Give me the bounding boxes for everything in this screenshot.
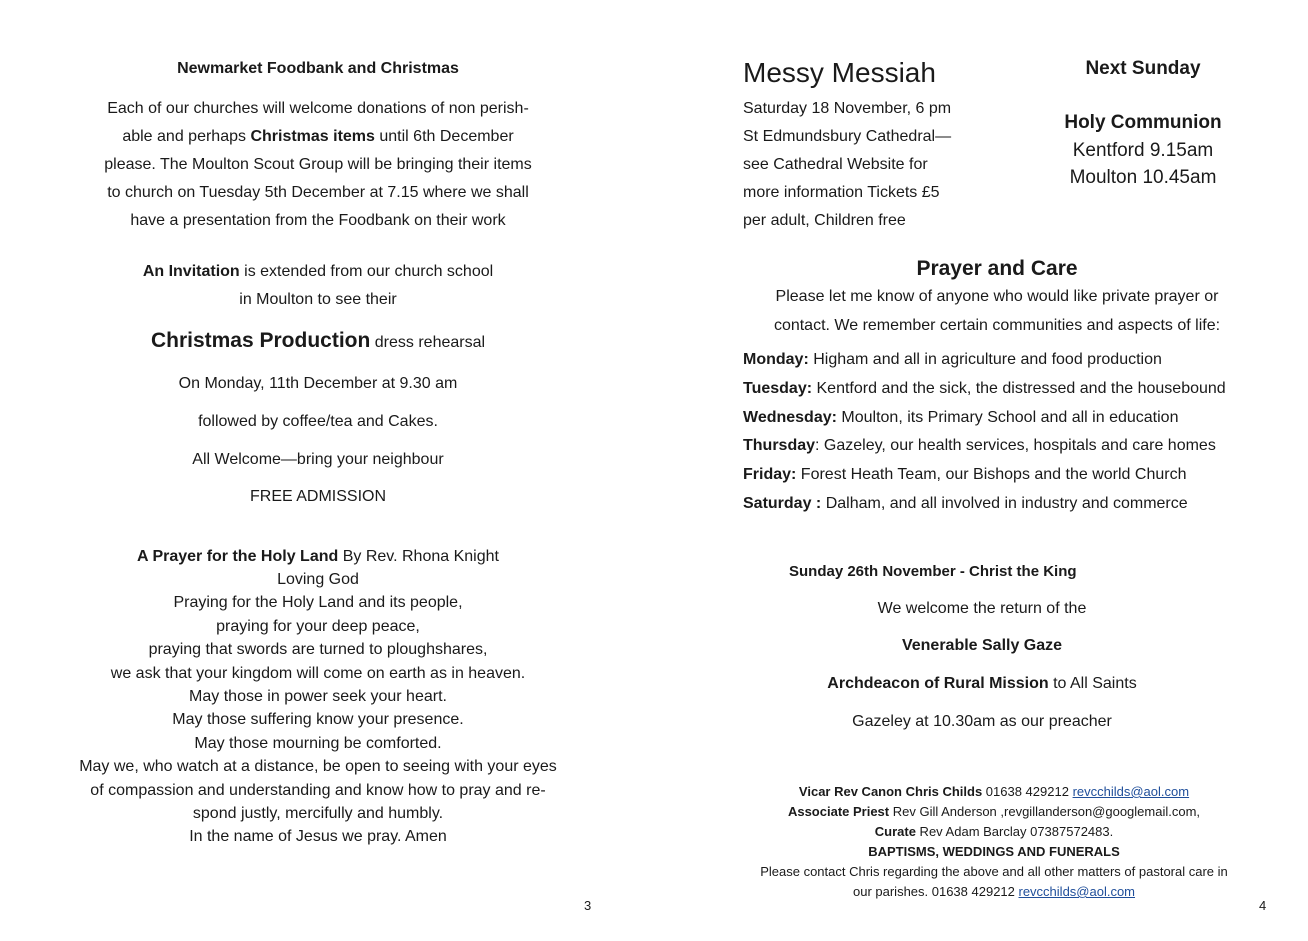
- moulton-time: Moulton 10.45am: [1069, 167, 1217, 188]
- contact-email-link[interactable]: revcchilds@aol.com: [1018, 884, 1136, 899]
- prayer-line: May we, who watch at a distance, be open to seeing with your eyes: [79, 758, 557, 776]
- preacher-name: Venerable Sally Gaze: [901, 637, 1063, 654]
- invitation-line: An Invitation is extended from our church school: [142, 263, 494, 280]
- production-date: On Monday, 11th December at 9.30 am: [178, 375, 458, 392]
- vicar-email-link[interactable]: revcchilds@aol.com: [1072, 784, 1190, 799]
- prayer-days-list: [743, 346, 1226, 519]
- foodbank-text: [0, 95, 636, 235]
- production-coffee: followed by coffee/tea and Cakes.: [198, 413, 438, 430]
- messy-line: per adult, Children free: [743, 212, 906, 229]
- messy-messiah-title: Messy Messiah: [743, 57, 936, 88]
- messy-line: more information Tickets £5: [743, 184, 940, 201]
- sunday-26-time: Gazeley at 10.30am as our preacher: [852, 713, 1112, 730]
- messy-line: see Cathedral Website for: [743, 156, 928, 173]
- curate-contact: Curate Rev Adam Barclay 07387572483.: [874, 824, 1114, 839]
- pastoral-care-text: our parishes. 01638 429212 revcchilds@aol.com: [852, 884, 1136, 899]
- foodbank-line: Each of our churches will welcome donations of non perish-: [107, 100, 529, 117]
- prayer-care-heading: Prayer and Care: [916, 257, 1078, 280]
- clergy-contacts: [716, 782, 1272, 902]
- page-number-right: 4: [1259, 898, 1267, 913]
- prayer-line: of compassion and understanding and know how to pray and re-: [90, 781, 546, 799]
- production-welcome: All Welcome—bring your neighbour: [192, 451, 444, 468]
- prayer-line: Praying for the Holy Land and its people,: [173, 594, 463, 612]
- prayer-day-item: Tuesday: Kentford and the sick, the distressed and the housebound: [743, 379, 1226, 397]
- prayer-day-item: Thursday: Gazeley, our health services, hospitals and care homes: [743, 437, 1216, 455]
- vicar-contact: Vicar Rev Canon Chris Childs 01638 429212 revcchilds@aol.com: [798, 784, 1190, 799]
- prayer-line: we ask that your kingdom will come on earth as in heaven.: [110, 664, 526, 682]
- messy-line: St Edmundsbury Cathedral—: [743, 128, 952, 145]
- prayer-line: praying that swords are turned to ploughshares,: [148, 641, 488, 659]
- prayer-line: spond justly, mercifully and humbly.: [192, 805, 444, 823]
- prayer-line: May those in power seek your heart.: [189, 688, 447, 706]
- christmas-production-line: Christmas Production dress rehearsal: [150, 329, 486, 352]
- prayer-day-item: Friday: Forest Heath Team, our Bishops and the world Church: [743, 466, 1187, 484]
- prayer-care-intro: Please let me know of anyone who would like private prayer or: [775, 288, 1219, 305]
- prayer-line: In the name of Jesus we pray. Amen: [189, 828, 447, 846]
- pastoral-care-text: Please contact Chris regarding the above and all other matters of pastoral care in: [760, 864, 1228, 879]
- christmas-items-text: Christmas items: [250, 128, 375, 145]
- prayer-line: May those suffering know your presence.: [172, 711, 464, 729]
- kentford-time: Kentford 9.15am: [1072, 140, 1214, 161]
- prayer-care-intro: contact. We remember certain communities and aspects of life:: [773, 317, 1221, 334]
- sunday-26-heading: Sunday 26th November - Christ the King: [789, 563, 1077, 580]
- messy-line: Saturday 18 November, 6 pm: [743, 100, 952, 117]
- foodbank-line: have a presentation from the Foodbank on their work: [130, 212, 506, 229]
- free-admission: FREE ADMISSION: [249, 488, 387, 505]
- foodbank-line: able and perhaps Christmas items until 6th December: [122, 128, 514, 145]
- preacher-role: Archdeacon of Rural Mission to All Saints: [827, 675, 1137, 692]
- associate-priest-contact: Associate Priest Rev Gill Anderson ,revgillanderson@googlemail.com,: [787, 804, 1201, 819]
- prayer-line: May those mourning be comforted.: [194, 734, 442, 752]
- holy-land-prayer: [0, 568, 636, 849]
- next-sunday-heading: Next Sunday: [1085, 58, 1201, 79]
- invitation-label: An Invitation: [142, 263, 240, 280]
- page-number-left: 3: [584, 898, 592, 913]
- holy-land-prayer-title: A Prayer for the Holy Land By Rev. Rhona Knight: [137, 548, 499, 565]
- prayer-line: Loving God: [277, 571, 359, 588]
- prayer-day-item: Saturday : Dalham, and all involved in industry and commerce: [743, 494, 1188, 512]
- prayer-line: praying for your deep peace,: [216, 617, 420, 635]
- prayer-author: By Rev. Rhona Knight: [338, 548, 499, 565]
- baptisms-heading: BAPTISMS, WEDDINGS AND FUNERALS: [868, 844, 1120, 859]
- prayer-day-item: Monday: Higham and all in agriculture and food production: [743, 351, 1162, 368]
- holy-communion-label: Holy Communion: [1064, 112, 1222, 133]
- messy-messiah-details: [743, 95, 951, 235]
- christmas-production-title: Christmas Production: [150, 329, 371, 352]
- prayer-day-item: Wednesday: Moulton, its Primary School and all in education: [743, 408, 1179, 426]
- sunday-26-welcome: We welcome the return of the: [877, 600, 1087, 617]
- invitation-line-2: in Moulton to see their: [239, 291, 397, 308]
- foodbank-line: to church on Tuesday 5th December at 7.15 where we shall: [107, 184, 529, 201]
- foodbank-line: please. The Moulton Scout Group will be bringing their items: [104, 156, 532, 173]
- foodbank-heading: Newmarket Foodbank and Christmas: [177, 60, 459, 77]
